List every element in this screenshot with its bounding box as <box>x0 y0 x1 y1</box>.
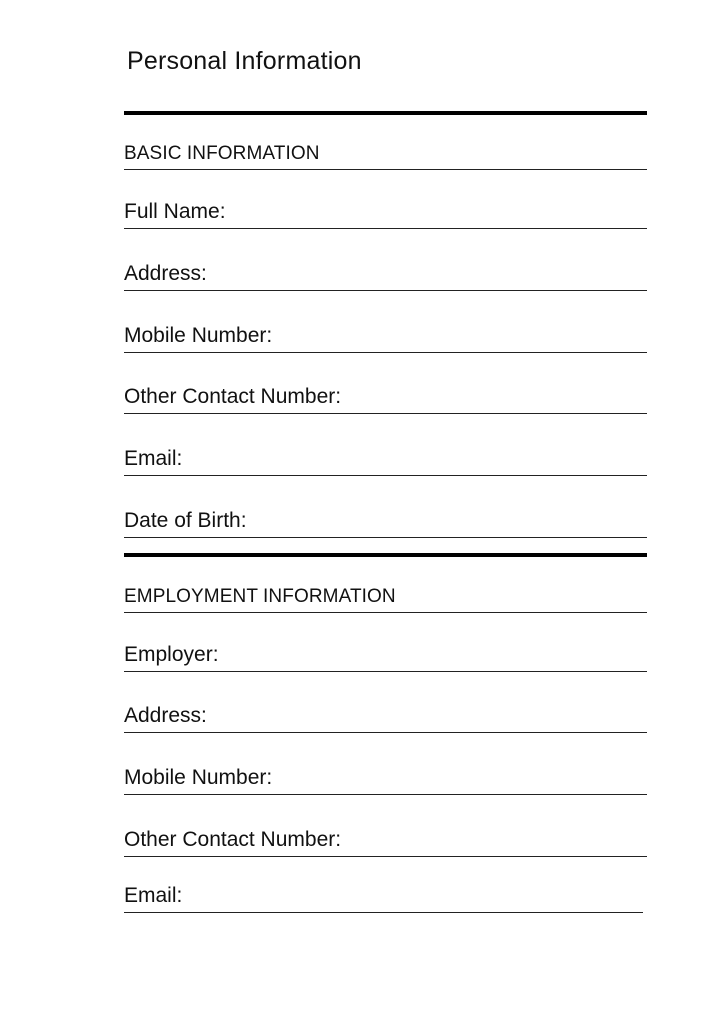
field-label: Full Name: <box>124 200 226 223</box>
basic-information-heading <box>124 130 647 170</box>
basic-mobile-number-field[interactable] <box>124 312 647 353</box>
employment-information-heading-label: EMPLOYMENT INFORMATION <box>124 586 396 607</box>
basic-date-of-birth-field[interactable] <box>124 497 647 538</box>
employment-employer-field[interactable] <box>124 631 647 672</box>
field-label: Email: <box>124 447 183 470</box>
basic-information-heading-label: BASIC INFORMATION <box>124 143 320 164</box>
employment-email-field[interactable] <box>124 873 643 913</box>
field-label: Employer: <box>124 643 219 666</box>
field-label: Address: <box>124 704 207 727</box>
employment-mobile-number-field[interactable] <box>124 754 647 795</box>
field-label: Other Contact Number: <box>124 828 342 851</box>
field-label: Date of Birth: <box>124 509 247 532</box>
top-divider <box>124 111 647 115</box>
basic-email-field[interactable] <box>124 435 647 476</box>
basic-full-name-field[interactable] <box>124 188 647 229</box>
field-label: Email: <box>124 884 183 907</box>
employment-address-field[interactable] <box>124 692 647 733</box>
field-label: Mobile Number: <box>124 324 273 347</box>
basic-other-contact-number-field[interactable] <box>124 373 647 414</box>
section-divider <box>124 553 647 557</box>
field-label: Other Contact Number: <box>124 385 342 408</box>
field-label: Address: <box>124 262 207 285</box>
basic-address-field[interactable] <box>124 250 647 291</box>
page-title: Personal Information <box>127 47 362 75</box>
field-label: Mobile Number: <box>124 766 273 789</box>
employment-information-heading <box>124 573 647 613</box>
employment-other-contact-number-field[interactable] <box>124 816 647 857</box>
